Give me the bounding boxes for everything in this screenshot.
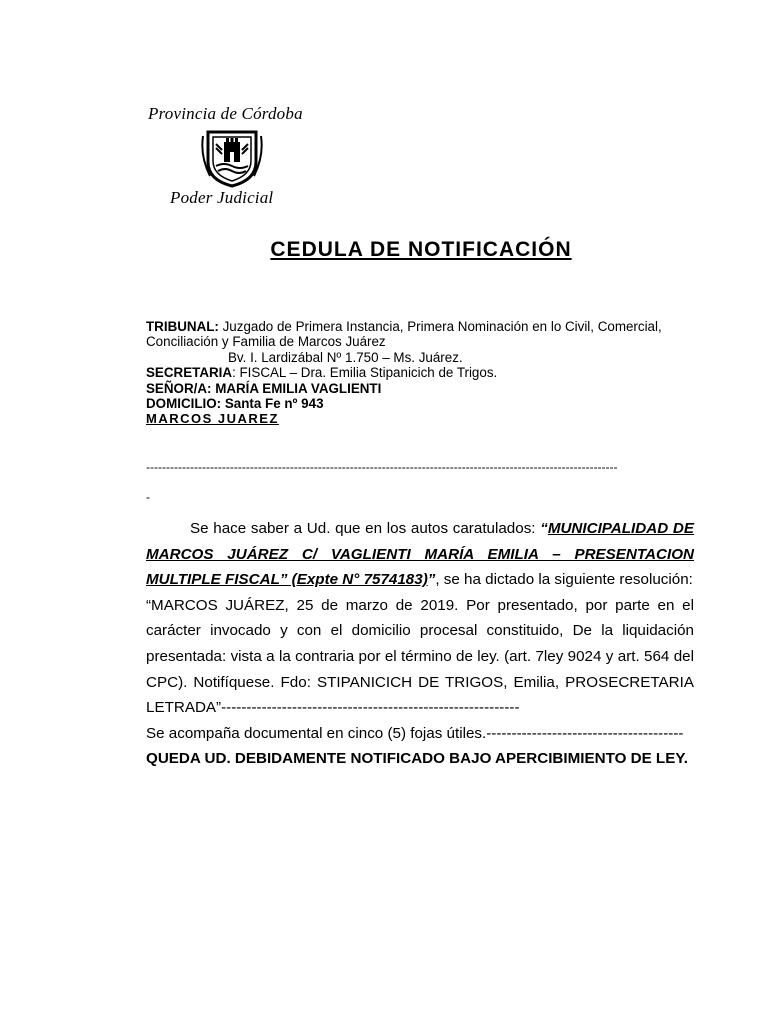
intro-paragraph bbox=[146, 516, 694, 593]
tribunal-label: TRIBUNAL: bbox=[146, 319, 219, 334]
city-line: MARCOS JUAREZ bbox=[146, 411, 279, 427]
seal-text-province: Provincia de Córdoba bbox=[148, 104, 303, 123]
coat-of-arms-icon bbox=[200, 126, 264, 188]
resolution-paragraph: “MARCOS JUÁREZ, 25 de marzo de 2019. Por presentado, por parte en el carácter invocado y con el domicilio procesal constituido, De la liquidación presentada: vista a la contraria por el término de ley. (art. 7ley 9024 y art. 564 del CPC). Notifíquese. Fdo: STIPANICICH DE TRIGOS, Emilia, PROSECRETARIA LETRADA”----------------------------------------------------------- bbox=[146, 596, 694, 717]
intro-text: Se hace saber a Ud. que en los autos caratulados: bbox=[190, 520, 541, 537]
warning-paragraph bbox=[146, 746, 694, 772]
case-close-quote: ” bbox=[427, 571, 436, 589]
tribunal-text: Juzgado de Primera Instancia, Primera Nominación en lo Civil, Comercial, Conciliación y Familia de Marcos Juárez bbox=[146, 319, 662, 350]
separator-tail: - bbox=[146, 490, 150, 504]
warning-text: QUEDA UD. DEBIDAMENTE NOTIFICADO BAJO APERCIBIMIENTO DE LEY bbox=[146, 750, 684, 768]
seal-text-judiciary: Poder Judicial bbox=[170, 188, 274, 207]
court-seal bbox=[146, 100, 326, 212]
after-case-text: , se ha dictado la siguiente resolución: bbox=[435, 571, 693, 589]
warning-end: . bbox=[683, 750, 689, 768]
page-title: CEDULA DE NOTIFICACIÓN bbox=[270, 238, 572, 261]
secretaria-text: : FISCAL – Dra. Emilia Stipanicich de Trigos. bbox=[232, 365, 498, 381]
tribunal-line bbox=[146, 319, 696, 350]
court-address: Bv. I. Lardizábal Nº 1.750 – Ms. Juárez. bbox=[228, 349, 463, 365]
case-open-quote: “ bbox=[540, 520, 548, 537]
domicile-line: DOMICILIO: Santa Fe nº 943 bbox=[146, 396, 324, 412]
secretaria-label: SECRETARIA bbox=[146, 365, 233, 381]
case-title: MUNICIPALIDAD DE MARCOS JUÁREZ C/ VAGLIENTI MARÍA EMILIA – PRESENTACION MULTIPLE FISCAL” (Expte N° 7574183) bbox=[146, 520, 694, 589]
attachments-paragraph: Se acompaña documental en cinco (5) fojas útiles.--------------------------------------- bbox=[146, 724, 684, 742]
recipient-line: SEÑOR/A: MARÍA EMILIA VAGLIENTI bbox=[146, 380, 382, 396]
notification-body bbox=[146, 516, 694, 772]
notification-header bbox=[146, 319, 706, 427]
secretaria-line bbox=[146, 365, 706, 380]
separator-line: ---------------------------------------------------------------------------------------------------------------------- bbox=[146, 460, 618, 474]
